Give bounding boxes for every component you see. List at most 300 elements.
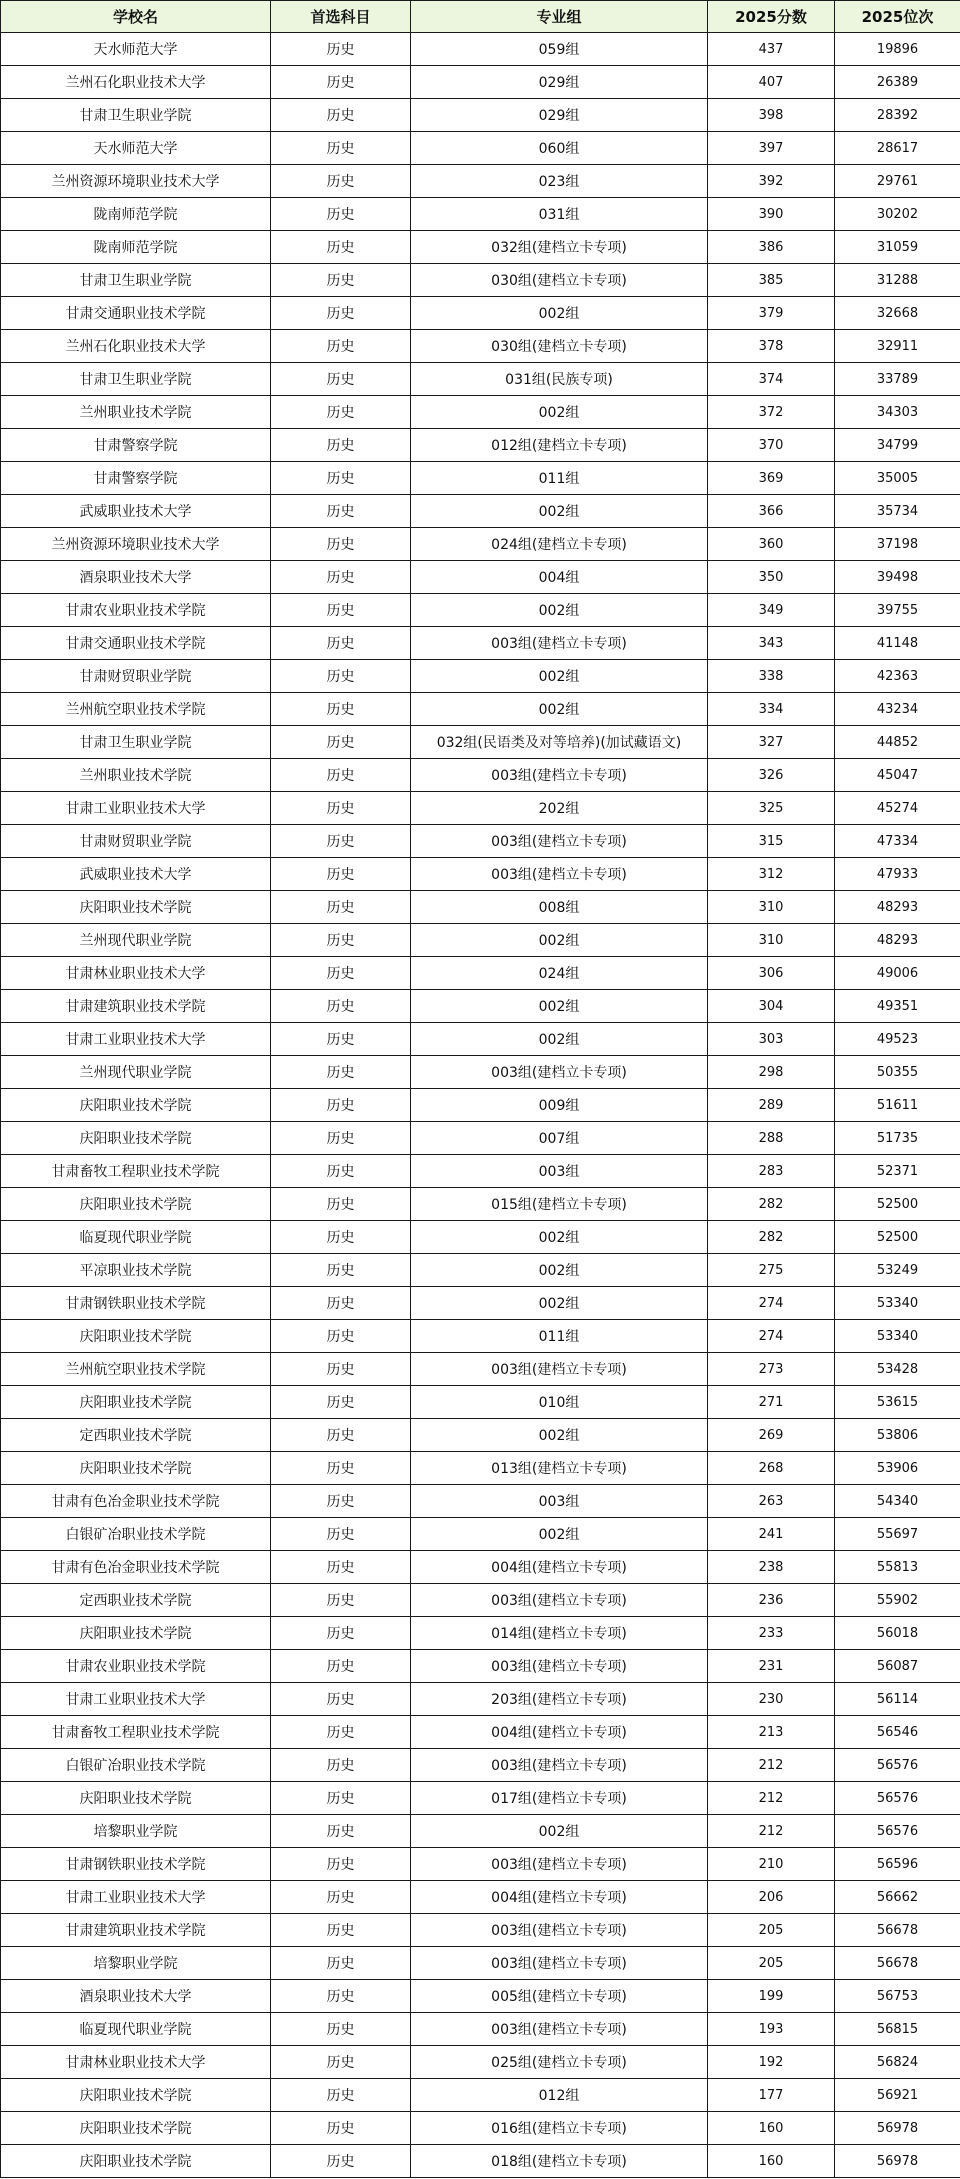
cell-major-group: 002组 — [411, 924, 708, 957]
cell-subject: 历史 — [271, 660, 411, 693]
cell-major-group: 030组(建档立卡专项) — [411, 264, 708, 297]
cell-rank: 26389 — [835, 66, 960, 99]
table-row — [1, 297, 960, 330]
cell-major-group: 003组 — [411, 1485, 708, 1518]
cell-school-name: 甘肃工业职业技术大学 — [1, 792, 271, 825]
cell-school-name: 兰州现代职业学院 — [1, 1056, 271, 1089]
cell-school-name: 陇南师范学院 — [1, 198, 271, 231]
cell-major-group: 002组 — [411, 1287, 708, 1320]
cell-subject: 历史 — [271, 1419, 411, 1452]
cell-school-name: 兰州资源环境职业技术大学 — [1, 528, 271, 561]
cell-rank: 56678 — [835, 1947, 960, 1980]
table-row — [1, 1485, 960, 1518]
cell-score: 199 — [708, 1980, 835, 2013]
cell-major-group: 003组(建档立卡专项) — [411, 1947, 708, 1980]
cell-score: 390 — [708, 198, 835, 231]
cell-score: 378 — [708, 330, 835, 363]
table-row — [1, 2046, 960, 2079]
cell-rank: 32668 — [835, 297, 960, 330]
cell-school-name: 武威职业技术大学 — [1, 858, 271, 891]
cell-rank: 56018 — [835, 1617, 960, 1650]
cell-subject: 历史 — [271, 198, 411, 231]
cell-major-group: 012组 — [411, 2079, 708, 2112]
cell-school-name: 陇南师范学院 — [1, 231, 271, 264]
cell-subject: 历史 — [271, 1188, 411, 1221]
cell-rank: 34799 — [835, 429, 960, 462]
cell-rank: 56576 — [835, 1782, 960, 1815]
cell-score: 274 — [708, 1320, 835, 1353]
cell-subject: 历史 — [271, 462, 411, 495]
cell-school-name: 甘肃林业职业技术大学 — [1, 2046, 271, 2079]
cell-subject: 历史 — [271, 165, 411, 198]
cell-school-name: 培黎职业学院 — [1, 1947, 271, 1980]
cell-subject: 历史 — [271, 693, 411, 726]
cell-score: 205 — [708, 1947, 835, 1980]
table-row — [1, 759, 960, 792]
cell-major-group: 024组 — [411, 957, 708, 990]
cell-rank: 53615 — [835, 1386, 960, 1419]
cell-rank: 47933 — [835, 858, 960, 891]
cell-rank: 56815 — [835, 2013, 960, 2046]
cell-score: 282 — [708, 1221, 835, 1254]
table-row — [1, 396, 960, 429]
cell-major-group: 002组 — [411, 1419, 708, 1452]
cell-school-name: 天水师范大学 — [1, 33, 271, 66]
table-row — [1, 1683, 960, 1716]
cell-score: 372 — [708, 396, 835, 429]
cell-major-group: 004组 — [411, 561, 708, 594]
cell-score: 326 — [708, 759, 835, 792]
cell-subject: 历史 — [271, 1947, 411, 1980]
table-row — [1, 1221, 960, 1254]
cell-rank: 49351 — [835, 990, 960, 1023]
cell-score: 392 — [708, 165, 835, 198]
table-row — [1, 1584, 960, 1617]
cell-rank: 56978 — [835, 2145, 960, 2178]
cell-school-name: 临夏现代职业学院 — [1, 1221, 271, 1254]
cell-score: 325 — [708, 792, 835, 825]
cell-school-name: 定西职业技术学院 — [1, 1584, 271, 1617]
cell-major-group: 002组 — [411, 1221, 708, 1254]
table-row — [1, 99, 960, 132]
cell-major-group: 015组(建档立卡专项) — [411, 1188, 708, 1221]
cell-subject: 历史 — [271, 2079, 411, 2112]
cell-rank: 41148 — [835, 627, 960, 660]
table-row — [1, 1650, 960, 1683]
cell-score: 310 — [708, 891, 835, 924]
cell-school-name: 培黎职业学院 — [1, 1815, 271, 1848]
cell-school-name: 酒泉职业技术大学 — [1, 1980, 271, 2013]
cell-school-name: 甘肃农业职业技术学院 — [1, 594, 271, 627]
cell-major-group: 007组 — [411, 1122, 708, 1155]
cell-rank: 53906 — [835, 1452, 960, 1485]
table-row — [1, 1353, 960, 1386]
cell-subject: 历史 — [271, 99, 411, 132]
cell-major-group: 029组 — [411, 66, 708, 99]
cell-major-group: 031组 — [411, 198, 708, 231]
cell-major-group: 004组(建档立卡专项) — [411, 1881, 708, 1914]
table-row — [1, 2145, 960, 2178]
cell-score: 212 — [708, 1782, 835, 1815]
cell-school-name: 天水师范大学 — [1, 132, 271, 165]
cell-school-name: 甘肃建筑职业技术学院 — [1, 1914, 271, 1947]
cell-subject: 历史 — [271, 1452, 411, 1485]
cell-school-name: 甘肃钢铁职业技术学院 — [1, 1848, 271, 1881]
cell-rank: 54340 — [835, 1485, 960, 1518]
cell-major-group: 003组(建档立卡专项) — [411, 627, 708, 660]
cell-score: 231 — [708, 1650, 835, 1683]
cell-school-name: 定西职业技术学院 — [1, 1419, 271, 1452]
cell-score: 366 — [708, 495, 835, 528]
cell-score: 369 — [708, 462, 835, 495]
cell-subject: 历史 — [271, 495, 411, 528]
cell-subject: 历史 — [271, 792, 411, 825]
table-row — [1, 891, 960, 924]
table-row — [1, 66, 960, 99]
cell-school-name: 甘肃财贸职业学院 — [1, 825, 271, 858]
cell-score: 212 — [708, 1749, 835, 1782]
cell-rank: 53249 — [835, 1254, 960, 1287]
cell-score: 327 — [708, 726, 835, 759]
cell-school-name: 庆阳职业技术学院 — [1, 1320, 271, 1353]
cell-subject: 历史 — [271, 1815, 411, 1848]
cell-rank: 52500 — [835, 1188, 960, 1221]
cell-score: 205 — [708, 1914, 835, 1947]
cell-score: 212 — [708, 1815, 835, 1848]
cell-rank: 48293 — [835, 891, 960, 924]
cell-rank: 47334 — [835, 825, 960, 858]
cell-subject: 历史 — [271, 891, 411, 924]
cell-major-group: 003组 — [411, 1155, 708, 1188]
cell-school-name: 庆阳职业技术学院 — [1, 1122, 271, 1155]
cell-rank: 53806 — [835, 1419, 960, 1452]
cell-major-group: 003组(建档立卡专项) — [411, 1749, 708, 1782]
cell-score: 230 — [708, 1683, 835, 1716]
cell-subject: 历史 — [271, 1353, 411, 1386]
cell-subject: 历史 — [271, 1023, 411, 1056]
cell-score: 206 — [708, 1881, 835, 1914]
cell-score: 315 — [708, 825, 835, 858]
cell-major-group: 002组 — [411, 1815, 708, 1848]
table-row — [1, 627, 960, 660]
header-score: 2025分数 — [708, 1, 835, 33]
cell-school-name: 庆阳职业技术学院 — [1, 1452, 271, 1485]
cell-rank: 52371 — [835, 1155, 960, 1188]
cell-school-name: 甘肃工业职业技术大学 — [1, 1881, 271, 1914]
cell-subject: 历史 — [271, 1551, 411, 1584]
cell-score: 306 — [708, 957, 835, 990]
cell-major-group: 005组(建档立卡专项) — [411, 1980, 708, 2013]
cell-subject: 历史 — [271, 231, 411, 264]
table-row — [1, 132, 960, 165]
cell-score: 386 — [708, 231, 835, 264]
cell-rank: 19896 — [835, 33, 960, 66]
cell-score: 385 — [708, 264, 835, 297]
cell-rank: 55813 — [835, 1551, 960, 1584]
cell-rank: 51611 — [835, 1089, 960, 1122]
table-row — [1, 990, 960, 1023]
table-row — [1, 1155, 960, 1188]
cell-school-name: 酒泉职业技术大学 — [1, 561, 271, 594]
table-body — [1, 33, 960, 2178]
cell-major-group: 003组(建档立卡专项) — [411, 825, 708, 858]
cell-score: 238 — [708, 1551, 835, 1584]
cell-rank: 31288 — [835, 264, 960, 297]
cell-major-group: 010组 — [411, 1386, 708, 1419]
cell-score: 282 — [708, 1188, 835, 1221]
cell-subject: 历史 — [271, 825, 411, 858]
cell-rank: 56921 — [835, 2079, 960, 2112]
cell-school-name: 甘肃农业职业技术学院 — [1, 1650, 271, 1683]
cell-subject: 历史 — [271, 594, 411, 627]
cell-score: 274 — [708, 1287, 835, 1320]
cell-major-group: 017组(建档立卡专项) — [411, 1782, 708, 1815]
cell-score: 275 — [708, 1254, 835, 1287]
cell-school-name: 临夏现代职业学院 — [1, 2013, 271, 2046]
cell-score: 374 — [708, 363, 835, 396]
table-row — [1, 1617, 960, 1650]
cell-rank: 35734 — [835, 495, 960, 528]
cell-subject: 历史 — [271, 1584, 411, 1617]
cell-school-name: 甘肃林业职业技术大学 — [1, 957, 271, 990]
cell-school-name: 甘肃卫生职业学院 — [1, 363, 271, 396]
cell-subject: 历史 — [271, 1254, 411, 1287]
cell-score: 303 — [708, 1023, 835, 1056]
table-row — [1, 1023, 960, 1056]
cell-subject: 历史 — [271, 1749, 411, 1782]
cell-rank: 37198 — [835, 528, 960, 561]
cell-school-name: 甘肃钢铁职业技术学院 — [1, 1287, 271, 1320]
cell-major-group: 003组(建档立卡专项) — [411, 759, 708, 792]
cell-score: 192 — [708, 2046, 835, 2079]
cell-school-name: 甘肃交通职业技术学院 — [1, 297, 271, 330]
table-row — [1, 231, 960, 264]
cell-school-name: 甘肃卫生职业学院 — [1, 99, 271, 132]
cell-major-group: 002组 — [411, 1254, 708, 1287]
cell-major-group: 002组 — [411, 1023, 708, 1056]
cell-rank: 56087 — [835, 1650, 960, 1683]
cell-subject: 历史 — [271, 1848, 411, 1881]
table-row — [1, 1188, 960, 1221]
cell-score: 360 — [708, 528, 835, 561]
cell-rank: 31059 — [835, 231, 960, 264]
table-row — [1, 1056, 960, 1089]
cell-major-group: 002组 — [411, 594, 708, 627]
cell-subject: 历史 — [271, 1980, 411, 2013]
cell-score: 350 — [708, 561, 835, 594]
cell-subject: 历史 — [271, 132, 411, 165]
cell-subject: 历史 — [271, 330, 411, 363]
header-major-group: 专业组 — [411, 1, 708, 33]
cell-score: 312 — [708, 858, 835, 891]
cell-major-group: 032组(民语类及对等培养)(加试藏语文) — [411, 726, 708, 759]
table-row — [1, 1089, 960, 1122]
cell-subject: 历史 — [271, 1650, 411, 1683]
cell-rank: 43234 — [835, 693, 960, 726]
cell-subject: 历史 — [271, 264, 411, 297]
cell-rank: 53428 — [835, 1353, 960, 1386]
table-row — [1, 1386, 960, 1419]
table-row — [1, 1551, 960, 1584]
table-row — [1, 1122, 960, 1155]
cell-rank: 42363 — [835, 660, 960, 693]
cell-major-group: 002组 — [411, 1518, 708, 1551]
cell-subject: 历史 — [271, 1155, 411, 1188]
table-row — [1, 1419, 960, 1452]
cell-rank: 53340 — [835, 1287, 960, 1320]
cell-subject: 历史 — [271, 2013, 411, 2046]
cell-subject: 历史 — [271, 2112, 411, 2145]
cell-major-group: 002组 — [411, 990, 708, 1023]
cell-rank: 56662 — [835, 1881, 960, 1914]
cell-rank: 56576 — [835, 1749, 960, 1782]
cell-score: 160 — [708, 2145, 835, 2178]
cell-school-name: 武威职业技术大学 — [1, 495, 271, 528]
cell-major-group: 025组(建档立卡专项) — [411, 2046, 708, 2079]
cell-school-name: 甘肃警察学院 — [1, 462, 271, 495]
cell-score: 288 — [708, 1122, 835, 1155]
cell-major-group: 202组 — [411, 792, 708, 825]
cell-score: 160 — [708, 2112, 835, 2145]
cell-score: 177 — [708, 2079, 835, 2112]
cell-major-group: 060组 — [411, 132, 708, 165]
cell-subject: 历史 — [271, 1782, 411, 1815]
cell-rank: 39755 — [835, 594, 960, 627]
table-row — [1, 1881, 960, 1914]
table-row — [1, 660, 960, 693]
cell-major-group: 011组 — [411, 462, 708, 495]
table-row — [1, 1287, 960, 1320]
cell-rank: 49523 — [835, 1023, 960, 1056]
cell-rank: 32911 — [835, 330, 960, 363]
table-row — [1, 957, 960, 990]
table-row — [1, 693, 960, 726]
cell-score: 343 — [708, 627, 835, 660]
table-row — [1, 330, 960, 363]
header-rank: 2025位次 — [835, 1, 960, 33]
cell-subject: 历史 — [271, 561, 411, 594]
cell-score: 379 — [708, 297, 835, 330]
cell-school-name: 庆阳职业技术学院 — [1, 1188, 271, 1221]
cell-major-group: 030组(建档立卡专项) — [411, 330, 708, 363]
cell-subject: 历史 — [271, 1221, 411, 1254]
cell-subject: 历史 — [271, 1386, 411, 1419]
table-row — [1, 33, 960, 66]
table-row — [1, 2079, 960, 2112]
cell-score: 437 — [708, 33, 835, 66]
cell-school-name: 甘肃财贸职业学院 — [1, 660, 271, 693]
cell-major-group: 059组 — [411, 33, 708, 66]
cell-school-name: 庆阳职业技术学院 — [1, 1617, 271, 1650]
cell-score: 263 — [708, 1485, 835, 1518]
cell-subject: 历史 — [271, 1518, 411, 1551]
cell-rank: 45047 — [835, 759, 960, 792]
cell-rank: 44852 — [835, 726, 960, 759]
cell-rank: 29761 — [835, 165, 960, 198]
cell-major-group: 003组(建档立卡专项) — [411, 1848, 708, 1881]
table-row — [1, 1914, 960, 1947]
cell-rank: 56824 — [835, 2046, 960, 2079]
cell-subject: 历史 — [271, 957, 411, 990]
cell-rank: 56978 — [835, 2112, 960, 2145]
cell-school-name: 兰州航空职业技术学院 — [1, 693, 271, 726]
cell-major-group: 011组 — [411, 1320, 708, 1353]
cell-rank: 56576 — [835, 1815, 960, 1848]
cell-major-group: 002组 — [411, 297, 708, 330]
table-row — [1, 1518, 960, 1551]
cell-major-group: 004组(建档立卡专项) — [411, 1551, 708, 1584]
cell-subject: 历史 — [271, 990, 411, 1023]
cell-score: 273 — [708, 1353, 835, 1386]
cell-school-name: 兰州航空职业技术学院 — [1, 1353, 271, 1386]
table-row — [1, 594, 960, 627]
cell-school-name: 甘肃畜牧工程职业技术学院 — [1, 1716, 271, 1749]
cell-major-group: 003组(建档立卡专项) — [411, 1584, 708, 1617]
cell-rank: 56114 — [835, 1683, 960, 1716]
cell-rank: 51735 — [835, 1122, 960, 1155]
cell-major-group: 009组 — [411, 1089, 708, 1122]
cell-rank: 53340 — [835, 1320, 960, 1353]
cell-major-group: 008组 — [411, 891, 708, 924]
cell-major-group: 029组 — [411, 99, 708, 132]
cell-rank: 39498 — [835, 561, 960, 594]
table-row — [1, 1254, 960, 1287]
cell-school-name: 庆阳职业技术学院 — [1, 891, 271, 924]
cell-score: 269 — [708, 1419, 835, 1452]
table-row — [1, 561, 960, 594]
table-row — [1, 1452, 960, 1485]
cell-major-group: 003组(建档立卡专项) — [411, 1056, 708, 1089]
cell-subject: 历史 — [271, 66, 411, 99]
table-row — [1, 792, 960, 825]
cell-major-group: 004组(建档立卡专项) — [411, 1716, 708, 1749]
table-row — [1, 165, 960, 198]
cell-school-name: 庆阳职业技术学院 — [1, 1386, 271, 1419]
cell-subject: 历史 — [271, 1617, 411, 1650]
cell-rank: 34303 — [835, 396, 960, 429]
cell-major-group: 003组(建档立卡专项) — [411, 1650, 708, 1683]
cell-score: 370 — [708, 429, 835, 462]
table-row — [1, 1320, 960, 1353]
cell-major-group: 032组(建档立卡专项) — [411, 231, 708, 264]
cell-rank: 56596 — [835, 1848, 960, 1881]
cell-subject: 历史 — [271, 528, 411, 561]
cell-school-name: 甘肃工业职业技术大学 — [1, 1683, 271, 1716]
table-row — [1, 1980, 960, 2013]
cell-major-group: 013组(建档立卡专项) — [411, 1452, 708, 1485]
cell-rank: 28617 — [835, 132, 960, 165]
cell-subject: 历史 — [271, 1056, 411, 1089]
table-row — [1, 924, 960, 957]
cell-school-name: 庆阳职业技术学院 — [1, 2145, 271, 2178]
cell-school-name: 兰州职业技术学院 — [1, 759, 271, 792]
table-row — [1, 726, 960, 759]
cell-school-name: 甘肃有色冶金职业技术学院 — [1, 1485, 271, 1518]
cell-school-name: 庆阳职业技术学院 — [1, 2079, 271, 2112]
cell-subject: 历史 — [271, 1122, 411, 1155]
cell-major-group: 024组(建档立卡专项) — [411, 528, 708, 561]
table-row — [1, 363, 960, 396]
table-row — [1, 1848, 960, 1881]
cell-subject: 历史 — [271, 1320, 411, 1353]
cell-school-name: 甘肃有色冶金职业技术学院 — [1, 1551, 271, 1584]
cell-subject: 历史 — [271, 297, 411, 330]
cell-major-group: 023组 — [411, 165, 708, 198]
cell-rank: 48293 — [835, 924, 960, 957]
cell-rank: 49006 — [835, 957, 960, 990]
cell-rank: 35005 — [835, 462, 960, 495]
cell-score: 268 — [708, 1452, 835, 1485]
